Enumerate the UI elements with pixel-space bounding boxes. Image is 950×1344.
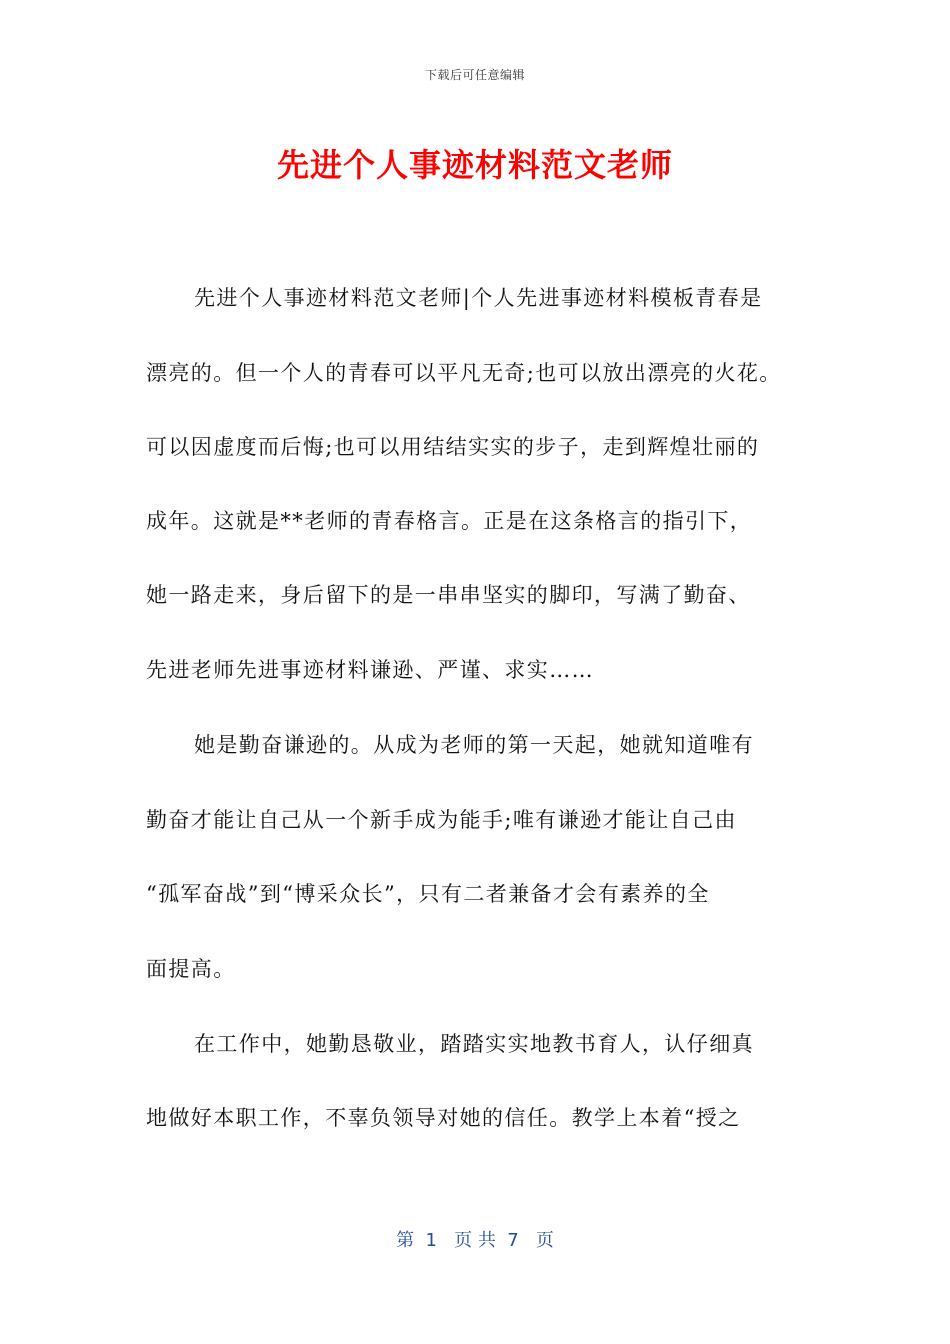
paragraph-line: 她是勤奋谦逊的。从成为老师的第一天起，她就知道唯有 [194,733,754,757]
paragraph-line: 地做好本职工作，不辜负领导对她的信任。教学上本着“授之 [146,1106,741,1130]
page-header-note: 下载后可任意编辑 [424,68,525,82]
page-number: 第 1 页 共 7 页 [396,1230,554,1251]
paragraph-line: 成年。这就是**老师的青春格言。正是在这条格言的指引下， [146,509,753,533]
paragraph-line: 可以因虚度而后悔;也可以用结结实实的步子，走到辉煌壮丽的 [146,435,760,459]
paragraph-line: 漂亮的。但一个人的青春可以平凡无奇;也可以放出漂亮的火花。 [146,361,782,385]
paragraph-line: 先进个人事迹材料范文老师|个人先进事迹材料模板青春是 [194,286,763,310]
paragraph-line: 勤奋才能让自己从一个新手成为能手;唯有谦逊才能让自己由 [146,808,737,832]
document-title: 先进个人事迹材料范文老师 [276,146,673,184]
paragraph-line: 她一路走来，身后留下的是一串串坚实的脚印，写满了勤奋、 [146,583,751,607]
paragraph-line: 先进老师先进事迹材料谦逊、严谨、求实…… [146,658,594,682]
paragraph-line: 在工作中，她勤恳敬业，踏踏实实地教书育人，认仔细真 [194,1032,754,1056]
paragraph-line: 面提高。 [146,957,236,981]
paragraph-line: “孤军奋战”到“博采众长”，只有二者兼备才会有素养的全 [146,882,710,906]
